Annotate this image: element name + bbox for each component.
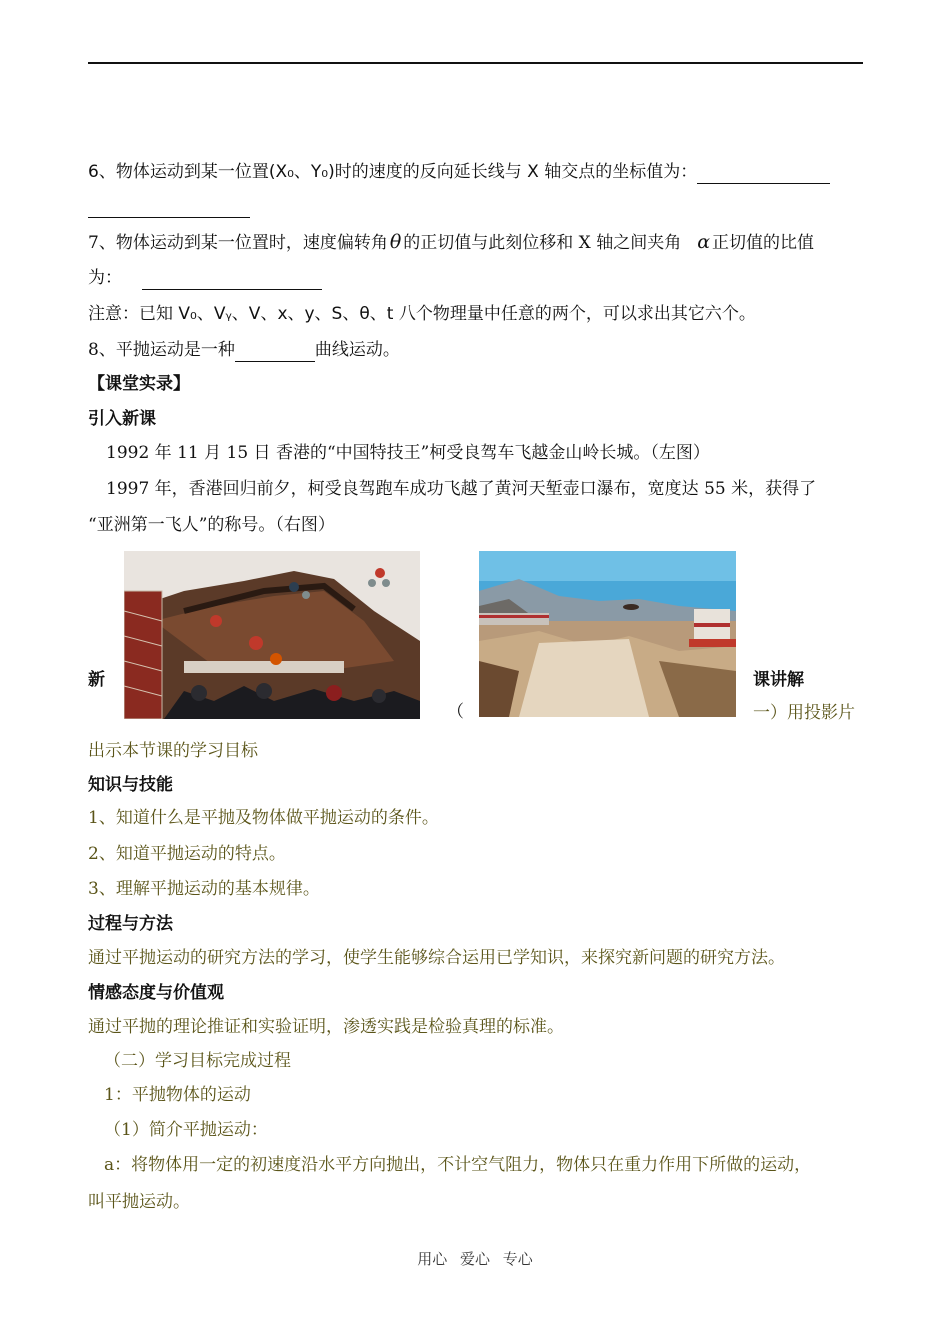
q7-part3: 正切值的比值 [712,233,815,253]
process-heading: 过程与方法 [88,914,173,934]
q7-line2: 为： [88,268,122,288]
emotion-text: 通过平抛的理论推证和实验证明，渗透实践是检验真理的标准。 [88,1017,564,1037]
emotion-heading: 情感态度与价值观 [88,983,224,1003]
q8-before: 8、平抛运动是一种 [88,340,235,360]
part2-heading: （二）学习目标完成过程 [104,1051,291,1071]
question-8 [88,338,400,362]
footer-word-2: 爱心 [459,1250,490,1268]
question-6-continued [88,194,250,218]
question-7-continued [88,266,322,290]
q7-part2: 的正切值与此刻位移和 X 轴之间夹角 [403,233,682,253]
note-line [88,302,756,326]
subsection-1: 1：平抛物体的运动 [104,1085,251,1105]
intro-paragraph-2-line-1: 1997 年，香港回归前夕，柯受良驾跑车成功飞越了黄河天堑壶口瀑布，宽度达 55 米，获得了 [106,479,817,499]
footer-word-1: 用心 [417,1250,448,1268]
section-classroom: 【课堂实录】 [88,374,190,394]
definition-line-2: 叫平抛运动。 [88,1192,190,1212]
intro-paragraph-1: 1992 年 11 月 15 日 香港的“中国特技王”柯受良驾车飞越金山岭长城。（左图） [106,443,710,463]
image-row-right-text: 课讲解 [753,670,804,690]
header-rule [88,62,863,64]
knowledge-heading: 知识与技能 [88,775,173,795]
q8-blank [235,343,315,362]
intro-paragraph-2-line-2: “亚洲第一飞人”的称号。（右图） [88,515,335,535]
page-footer [0,1248,950,1269]
intro-heading: 引入新课 [88,409,156,429]
q6-blank-1 [697,165,830,184]
q7-blank [142,271,322,290]
subsection-1-1: （1）简介平抛运动： [104,1120,268,1140]
question-7 [88,230,814,255]
alpha-symbol: α [697,231,711,253]
q6-blank-2 [88,199,250,218]
great-wall-photo-illustration [124,551,420,719]
note-text: 注意：已知 V₀、Vᵧ、V、x、y、S、θ、t 八个物理量中任意的两个，可以求出其它六个。 [88,304,756,324]
theta-symbol: θ [389,231,402,253]
footer-word-3: 专心 [502,1250,533,1268]
image-row-paren: （ [447,702,464,722]
knowledge-item-2: 2、知道平抛运动的特点。 [88,844,286,864]
q7-part1: 7、物体运动到某一位置时，速度偏转角 [88,233,388,253]
process-text: 通过平抛运动的研究方法的学习，使学生能够综合运用已学知识，来探究新问题的研究方法。 [88,948,785,968]
great-wall-motorcycle-photo [124,551,420,719]
q6-text: 6、物体运动到某一位置(X₀、Y₀)时的速度的反向延长线与 X 轴交点的坐标值为： [88,162,698,182]
definition-line-1: a：将物体用一定的初速度沿水平方向抛出，不计空气阻力，物体只在重力作用下所做的运动， [104,1155,812,1175]
image-row-left-text: 新 [88,670,105,690]
knowledge-item-1: 1、知道什么是平抛及物体做平抛运动的条件。 [88,808,439,828]
waterfall-photo-illustration [479,551,736,717]
question-6 [88,160,830,184]
q8-after: 曲线运动。 [314,340,400,360]
objectives-line: 出示本节课的学习目标 [88,741,258,761]
image-row-right-text-2: 一）用投影片 [753,703,855,723]
knowledge-item-3: 3、理解平抛运动的基本规律。 [88,879,320,899]
yellow-river-waterfall-photo [479,551,736,717]
